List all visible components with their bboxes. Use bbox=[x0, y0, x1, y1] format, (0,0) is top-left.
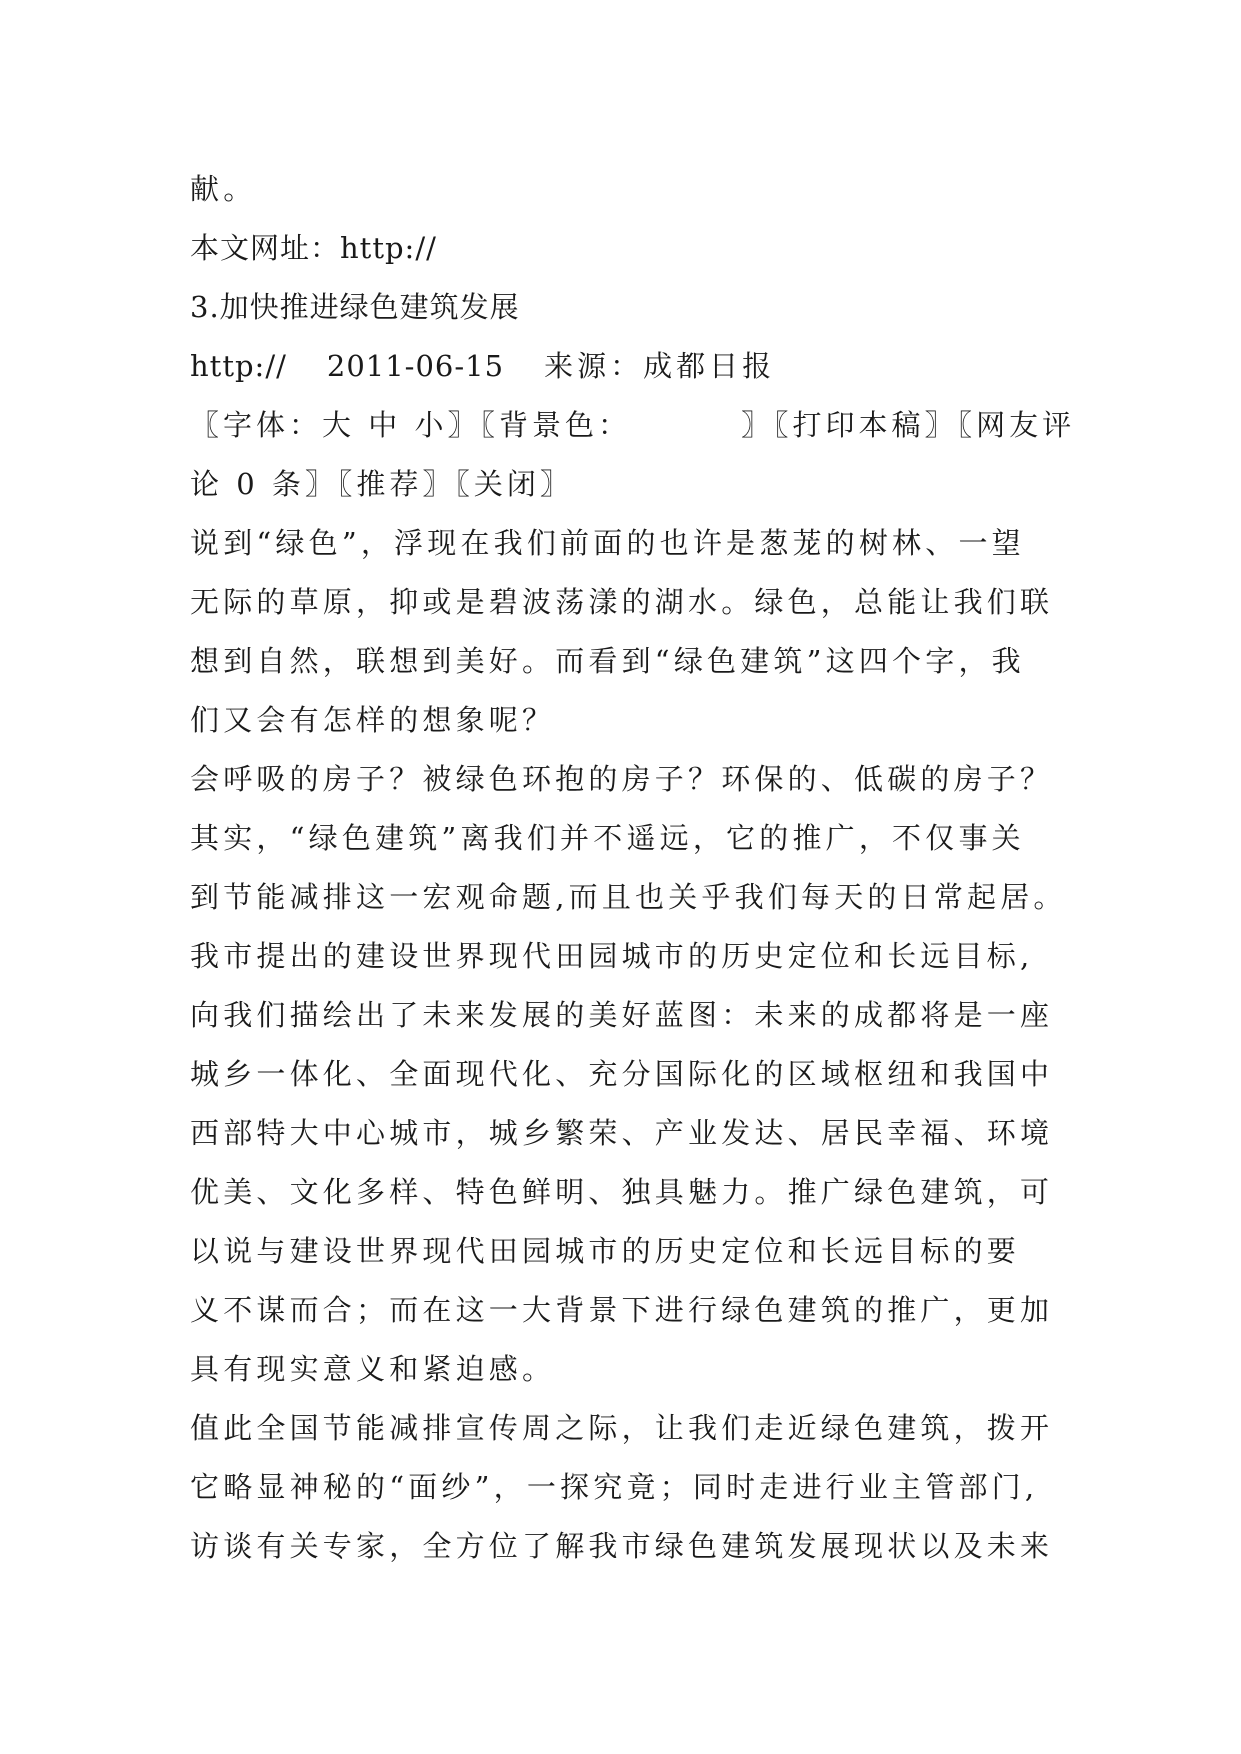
body-line: 以说与建设世界现代田园城市的历史定位和长远目标的要 bbox=[190, 1234, 1021, 1268]
body-line: 到节能减排这一宏观命题,而且也关乎我们每天的日常起居。 bbox=[190, 880, 1067, 914]
body-line: 义不谋而合；而在这一大背景下进行绿色建筑的推广，更加 bbox=[190, 1293, 1054, 1327]
print-link[interactable]: 〖打印本稿〗 bbox=[774, 408, 958, 442]
body-line: 们又会有怎样的想象呢？ bbox=[190, 703, 556, 737]
article-toolbar bbox=[190, 396, 1076, 514]
body-line: 向我们描绘出了未来发展的美好蓝图：未来的成都将是一座 bbox=[190, 998, 1054, 1032]
body-line: 它略显神秘的“面纱”，一探究竟；同时走进行业主管部门, bbox=[190, 1470, 1039, 1504]
body-line: 城乡一体化、全面现代化、充分国际化的区域枢纽和我国中 bbox=[190, 1057, 1054, 1091]
font-size-large-link[interactable]: 大 bbox=[322, 408, 356, 442]
recommend-link[interactable]: 〖推荐〗 bbox=[337, 467, 456, 501]
meta-source: 来源：成都日报 bbox=[544, 349, 776, 383]
body-line: 说到“绿色”，浮现在我们前面的也许是葱茏的树林、一望 bbox=[190, 526, 1025, 560]
article-body bbox=[190, 514, 1067, 1576]
body-line: 会呼吸的房子？被绿色环抱的房子？环保的、低碳的房子？ bbox=[190, 762, 1054, 796]
body-line: 访谈有关专家，全方位了解我市绿色建筑发展现状以及未来 bbox=[190, 1529, 1054, 1563]
url-line: 本文网址：http:// bbox=[190, 231, 437, 265]
body-line: 我市提出的建设世界现代田园城市的历史定位和长远目标, bbox=[190, 939, 1034, 973]
font-size-close: 〗 bbox=[447, 408, 481, 442]
meta-date: 2011-06-15 bbox=[326, 349, 505, 383]
comments-link-part2[interactable]: 论 0 条〗 bbox=[190, 467, 338, 501]
close-link[interactable]: 〖关闭〗 bbox=[455, 467, 573, 501]
background-color-label: 〖背景色： bbox=[480, 408, 632, 442]
body-line: 具有现实意义和紧迫感。 bbox=[190, 1352, 556, 1386]
body-line: 想到自然，联想到美好。而看到“绿色建筑”这四个字，我 bbox=[190, 644, 1025, 678]
meta-url: http:// bbox=[190, 349, 287, 383]
background-color-close: 〗 bbox=[741, 408, 775, 442]
article-meta bbox=[190, 337, 1050, 396]
font-size-small-link[interactable]: 小 bbox=[414, 408, 448, 442]
body-line: 无际的草原，抑或是碧波荡漾的湖水。绿色，总能让我们联 bbox=[190, 585, 1054, 619]
body-line: 值此全国节能减排宣传周之际，让我们走近绿色建筑，拨开 bbox=[190, 1411, 1054, 1445]
body-line: 西部特大中心城市，城乡繁荣、产业发达、居民幸福、环境 bbox=[190, 1116, 1054, 1150]
body-line: 其实，“绿色建筑”离我们并不遥远，它的推广，不仅事关 bbox=[190, 821, 1025, 855]
font-size-label: 〖字体： bbox=[190, 408, 323, 442]
body-line: 优美、文化多样、特色鲜明、独具魅力。推广绿色建筑，可 bbox=[190, 1175, 1054, 1209]
font-size-medium-link[interactable]: 中 bbox=[368, 408, 402, 442]
document-page bbox=[190, 160, 1076, 1576]
article-title: 3.加快推进绿色建筑发展 bbox=[190, 290, 520, 324]
intro-tail: 献。 bbox=[190, 172, 257, 206]
comments-link-part1[interactable]: 〖网友评 bbox=[957, 408, 1076, 442]
